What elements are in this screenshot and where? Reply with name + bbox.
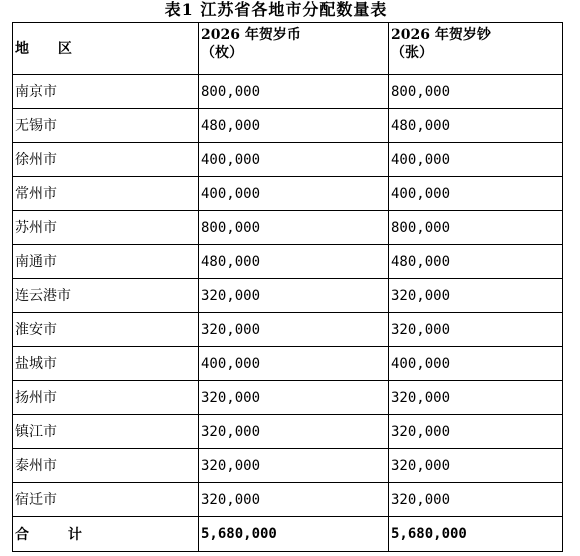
- region-cell: 南京市: [13, 75, 199, 109]
- notes-cell: 320,000: [389, 279, 563, 313]
- notes-cell: 320,000: [389, 381, 563, 415]
- coins-cell: 320,000: [199, 483, 389, 517]
- coins-cell: 320,000: [199, 415, 389, 449]
- table-row: [13, 347, 563, 381]
- region-cell: 无锡市: [13, 109, 199, 143]
- header-coins-line2: （枚）: [201, 45, 243, 61]
- table-row: [13, 483, 563, 517]
- coins-cell: 800,000: [199, 211, 389, 245]
- total-label-cell: [13, 517, 199, 552]
- table-row: [13, 313, 563, 347]
- coins-cell: 480,000: [199, 245, 389, 279]
- coins-cell: 800,000: [199, 75, 389, 109]
- table-caption: 表1 江苏省各地市分配数量表: [164, 0, 388, 19]
- total-label: 合 计: [15, 527, 82, 543]
- notes-cell: 800,000: [389, 75, 563, 109]
- notes-cell: 320,000: [389, 415, 563, 449]
- notes-cell: 320,000: [389, 449, 563, 483]
- coins-cell: 320,000: [199, 381, 389, 415]
- header-coins: [199, 23, 389, 75]
- header-notes: [389, 23, 563, 75]
- region-cell: 宿迁市: [13, 483, 199, 517]
- table-body: [13, 23, 563, 552]
- region-cell: 淮安市: [13, 313, 199, 347]
- coins-cell: 320,000: [199, 449, 389, 483]
- header-region: [13, 23, 199, 75]
- header-region-label: 地 区: [15, 40, 72, 57]
- region-cell: 扬州市: [13, 381, 199, 415]
- notes-cell: 480,000: [389, 245, 563, 279]
- region-cell: 常州市: [13, 177, 199, 211]
- table-row: [13, 143, 563, 177]
- notes-cell: 400,000: [389, 347, 563, 381]
- table-row: [13, 109, 563, 143]
- header-notes-line2: （张）: [391, 45, 433, 61]
- header-row: [13, 23, 563, 75]
- table-row: [13, 211, 563, 245]
- total-coins-cell: 5,680,000: [199, 517, 389, 552]
- table-row: [13, 279, 563, 313]
- notes-cell: 800,000: [389, 211, 563, 245]
- notes-cell: 400,000: [389, 143, 563, 177]
- notes-cell: 320,000: [389, 313, 563, 347]
- table-row: [13, 415, 563, 449]
- region-cell: 南通市: [13, 245, 199, 279]
- region-cell: 连云港市: [13, 279, 199, 313]
- coins-cell: 480,000: [199, 109, 389, 143]
- table-row: [13, 245, 563, 279]
- notes-cell: 480,000: [389, 109, 563, 143]
- coins-cell: 400,000: [199, 143, 389, 177]
- coins-cell: 320,000: [199, 313, 389, 347]
- total-row: [13, 517, 563, 552]
- coins-cell: 400,000: [199, 177, 389, 211]
- total-notes-cell: 5,680,000: [389, 517, 563, 552]
- header-notes-line1: 2026 年贺岁钞: [391, 27, 491, 43]
- table-row: [13, 75, 563, 109]
- allocation-table: [12, 22, 563, 552]
- notes-cell: 320,000: [389, 483, 563, 517]
- coins-cell: 320,000: [199, 279, 389, 313]
- region-cell: 盐城市: [13, 347, 199, 381]
- region-cell: 徐州市: [13, 143, 199, 177]
- coins-cell: 400,000: [199, 347, 389, 381]
- region-cell: 泰州市: [13, 449, 199, 483]
- region-cell: 镇江市: [13, 415, 199, 449]
- region-cell: 苏州市: [13, 211, 199, 245]
- header-coins-line1: 2026 年贺岁币: [201, 27, 301, 43]
- table-row: [13, 449, 563, 483]
- table-row: [13, 381, 563, 415]
- table-row: [13, 177, 563, 211]
- notes-cell: 400,000: [389, 177, 563, 211]
